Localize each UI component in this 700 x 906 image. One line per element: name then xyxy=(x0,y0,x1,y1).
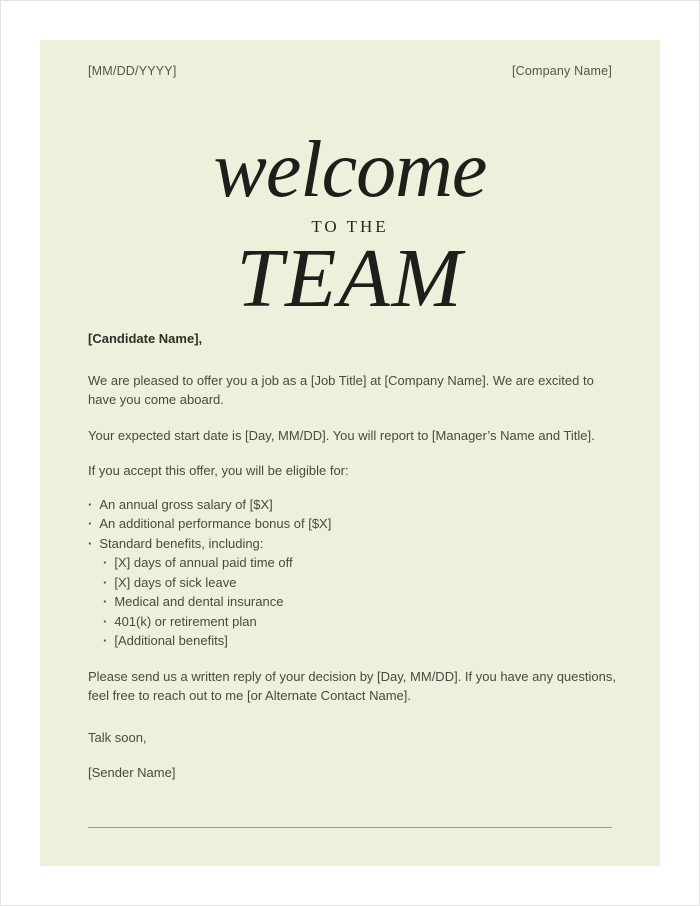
list-item-text: · 401(k) or retirement plan xyxy=(114,613,257,629)
letter-body xyxy=(88,329,618,783)
list-item xyxy=(88,495,618,515)
sub-list-item xyxy=(103,592,618,612)
letterhead xyxy=(88,64,612,78)
list-item-text: · [Additional benefits] xyxy=(114,633,228,648)
paragraph-eligibility: If you accept this offer, you will be eligible for: xyxy=(88,463,349,478)
sub-list-item xyxy=(103,573,618,593)
letter-card xyxy=(40,40,660,866)
paragraph-closing: Please send us a written reply of your decision by [Day, MM/DD]. If you have any questions, feel free to reach out to me [or Alternate Contact Name]. xyxy=(88,668,616,703)
list-item-text: · Standard benefits, including: xyxy=(99,535,264,551)
list-item-text: · [X] days of annual paid time off xyxy=(114,555,293,570)
company-name-placeholder: [Company Name] xyxy=(511,64,612,78)
list-item xyxy=(88,534,618,554)
date-placeholder: [MM/DD/YYYY] xyxy=(88,64,177,78)
title-welcome: welcome xyxy=(213,126,487,214)
title-to-the: TO THE xyxy=(311,216,389,236)
sub-list-item xyxy=(103,612,618,632)
sub-list-item xyxy=(103,553,618,573)
sign-off: Talk soon, xyxy=(88,729,147,745)
benefits-list xyxy=(88,495,618,651)
list-item-text: · An annual gross salary of [$X] xyxy=(99,496,273,512)
letter-title xyxy=(40,126,660,325)
paragraph-start-date: Your expected start date is [Day, MM/DD]. You will report to [Manager’s Name and Title]. xyxy=(88,427,595,443)
list-item xyxy=(88,514,618,534)
signature-divider xyxy=(88,827,612,828)
list-item-text: · An additional performance bonus of [$X] xyxy=(99,516,332,531)
paragraph-offer: We are pleased to offer you a job as a [Job Title] at [Company Name]. We are excited to have you come aboard. xyxy=(88,372,594,407)
title-team: TEAM xyxy=(236,231,464,325)
list-item-text: · [X] days of sick leave xyxy=(114,574,237,590)
sender-name-placeholder: [Sender Name] xyxy=(88,765,176,780)
sub-list-item xyxy=(103,631,618,651)
list-item-text: · Medical and dental insurance xyxy=(114,594,284,609)
salutation: [Candidate Name], xyxy=(88,331,203,346)
